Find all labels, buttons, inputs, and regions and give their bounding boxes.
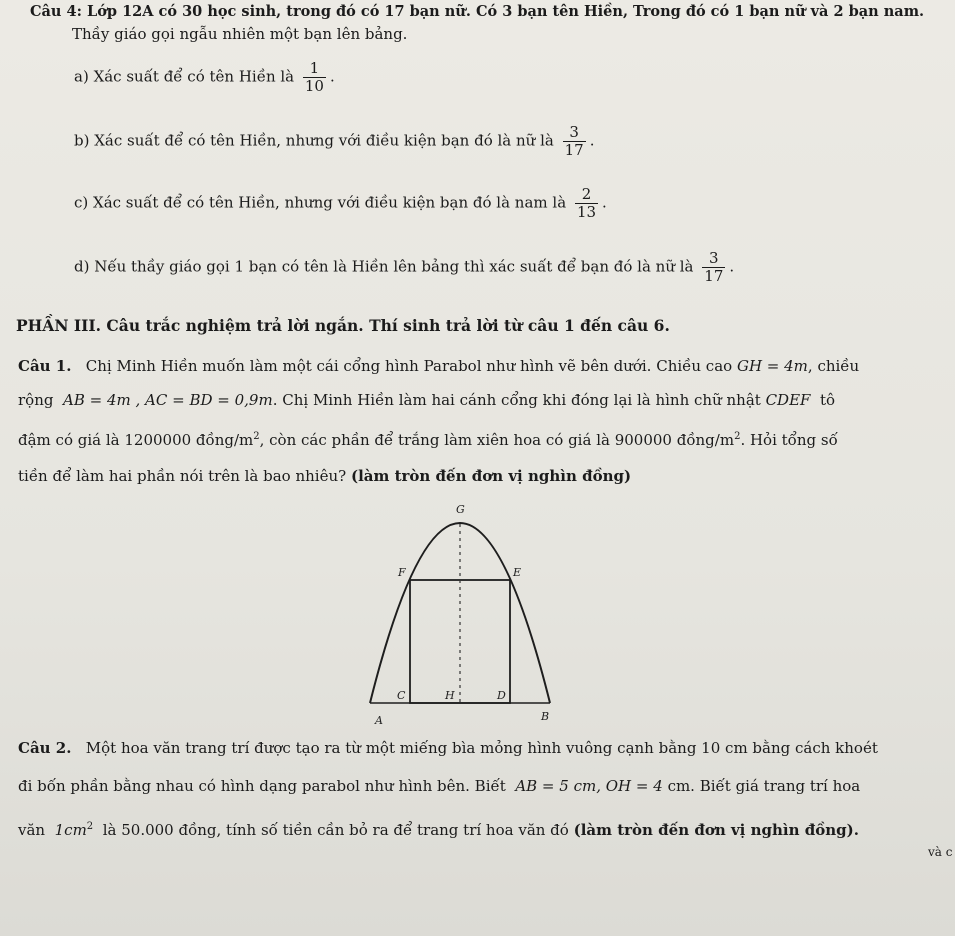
fraction: $\frac{2}{13}$ [576,185,597,221]
q4-option-d: d) Nếu thầy giáo gọi 1 bạn có tên là Hiền lên bảng thì xác suất để bạn đó là nữ là $\frac{3}{17}$ . [74,249,735,285]
q4-line1: Câu 4: Lớp 12A có 30 học sinh, trong đó có 17 bạn nữ. Có 3 bạn tên Hiền, Trong đó có 1 bạn nữ và 2 bạn nam. [30,3,925,20]
c1-line1: Câu 1. Chị Minh Hiền muốn làm một cái cổng hình Parabol như hình vẽ bên dưới. Chiều cao GH = 4m, chiều [18,357,860,375]
parabola-curve [370,523,550,703]
c1-line3: đậm có giá là 1200000 đồng/$m^2$, còn các phần để trắng làm xiên hoa có giá là 900000 đồng/$m^2$. Hỏi tổng số [18,431,838,449]
label-E: E [513,566,522,579]
parabola-gate-figure [355,498,575,734]
fraction: $\frac{3}{17}$ [704,249,724,285]
c1-line4: tiền để làm hai phần nói trên là bao nhiêu? (làm tròn đến đơn vị nghìn đồng) [18,467,632,485]
rectangle-CDEF [410,580,510,703]
q4-option-a: a) Xác suất để có tên Hiền là $\frac{1}{10}$ . [74,59,335,95]
label-H: H [445,689,455,702]
fraction: $\frac{1}{10}$ [304,59,324,95]
label-D: D [497,689,506,702]
label-G: G [456,503,465,516]
label-F: F [398,566,406,579]
c2-line3: văn $1cm^2$ là 50.000 đồng, tính số tiền cần bỏ ra để trang trí hoa văn đó (làm tròn đến đơn vị nghìn đồng). [18,821,859,839]
label-A: A [375,714,383,727]
c1-line2: rộng AB = 4m , AC = BD = 0,9m. Chị Minh Hiền làm hai cánh cổng khi đóng lại là hình chữ nhật CDEF tô [18,391,836,409]
c2-cutoff-text: và c [928,845,953,859]
q4-line2: Thầy giáo gọi ngẫu nhiên một bạn lên bảng. [72,25,408,43]
label-B: B [541,710,550,723]
label-C: C [397,689,406,702]
c2-line1: Câu 2. Một hoa văn trang trí được tạo ra từ một miếng bìa mỏng hình vuông cạnh bằng 10 cm bằng cách khoét [18,739,878,757]
part3-heading: PHẦN III. Câu trắc nghiệm trả lời ngắn. Thí sinh trả lời từ câu 1 đến câu 6. [16,316,670,335]
c2-line2: đi bốn phần bằng nhau có hình dạng parabol như hình bên. Biết AB = 5 cm, OH = 4 cm. Biết giá trang trí hoa [18,777,861,795]
q4-option-c: c) Xác suất để có tên Hiền, nhưng với điều kiện bạn đó là nam là $\frac{2}{13}$ . [74,185,607,221]
fraction: $\frac{3}{17}$ [564,123,584,159]
q4-option-b: b) Xác suất để có tên Hiền, nhưng với điều kiện bạn đó là nữ là $\frac{3}{17}$ . [74,123,595,159]
